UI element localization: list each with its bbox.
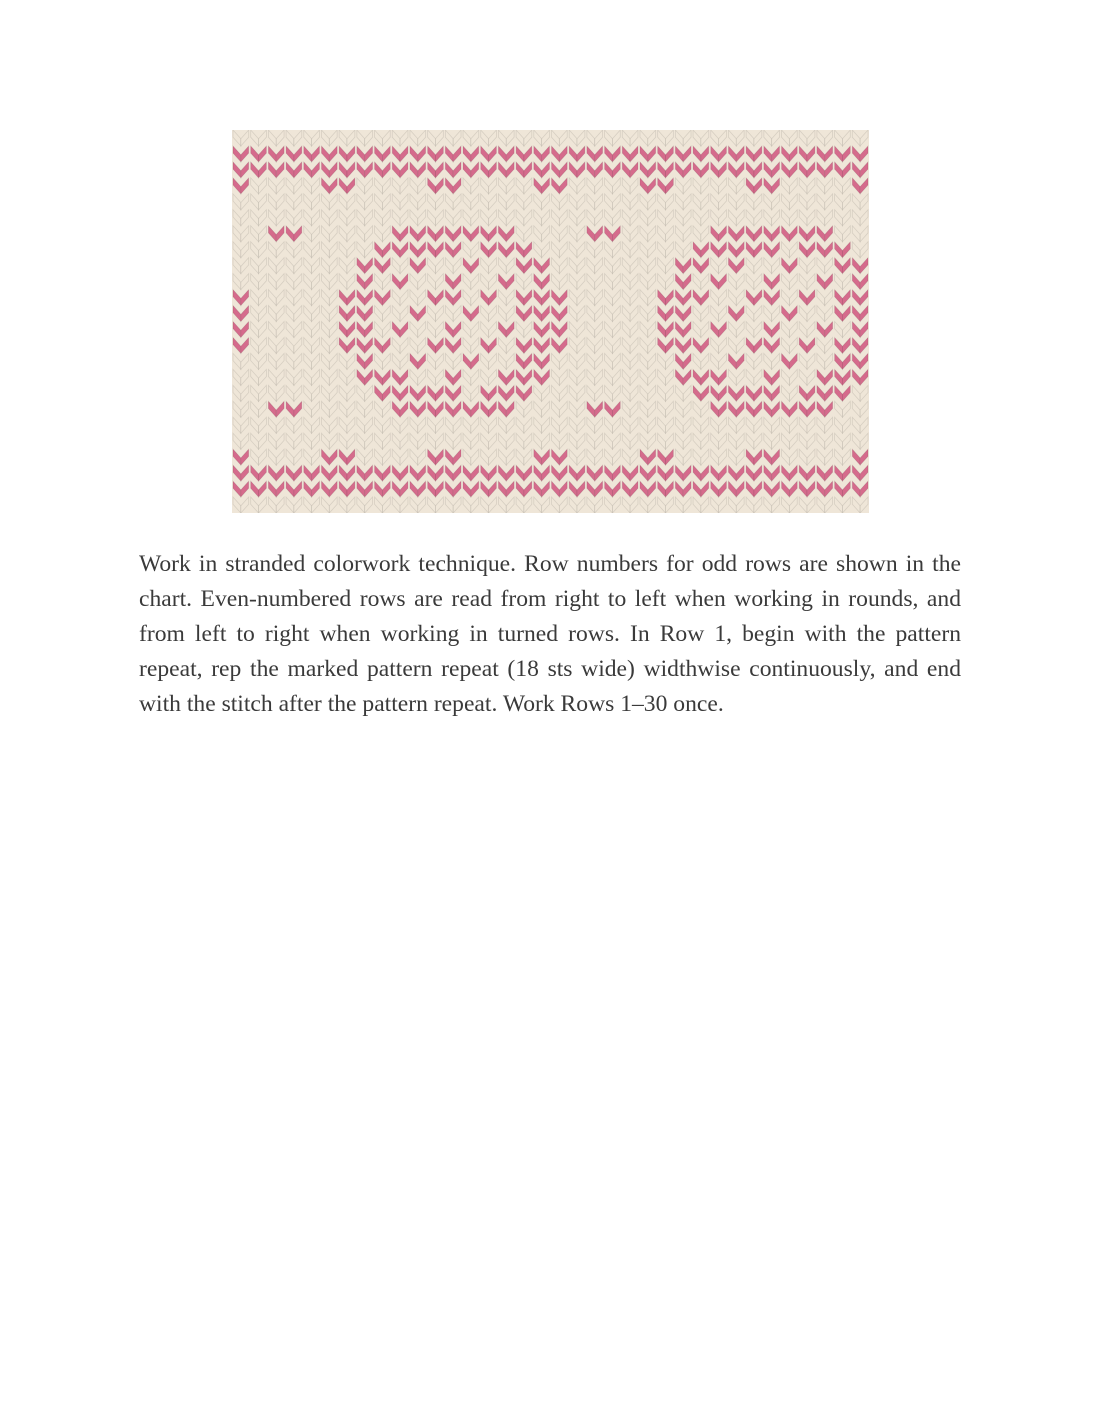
knitted-swatch-photo bbox=[232, 130, 869, 513]
instructions-paragraph: Work in stranded colorwork technique. Row numbers for odd rows are shown in the chart. Even-numbered rows are read from right to left when working in rounds, and from left to right when working in turned rows. In Row 1, begin with the pattern repeat, rep the marked pattern repeat (18 sts wide) widthwise continuously, and end with the stitch after the pattern repeat. Work Rows 1–30 once. bbox=[139, 551, 961, 717]
swatch-image bbox=[232, 130, 869, 513]
